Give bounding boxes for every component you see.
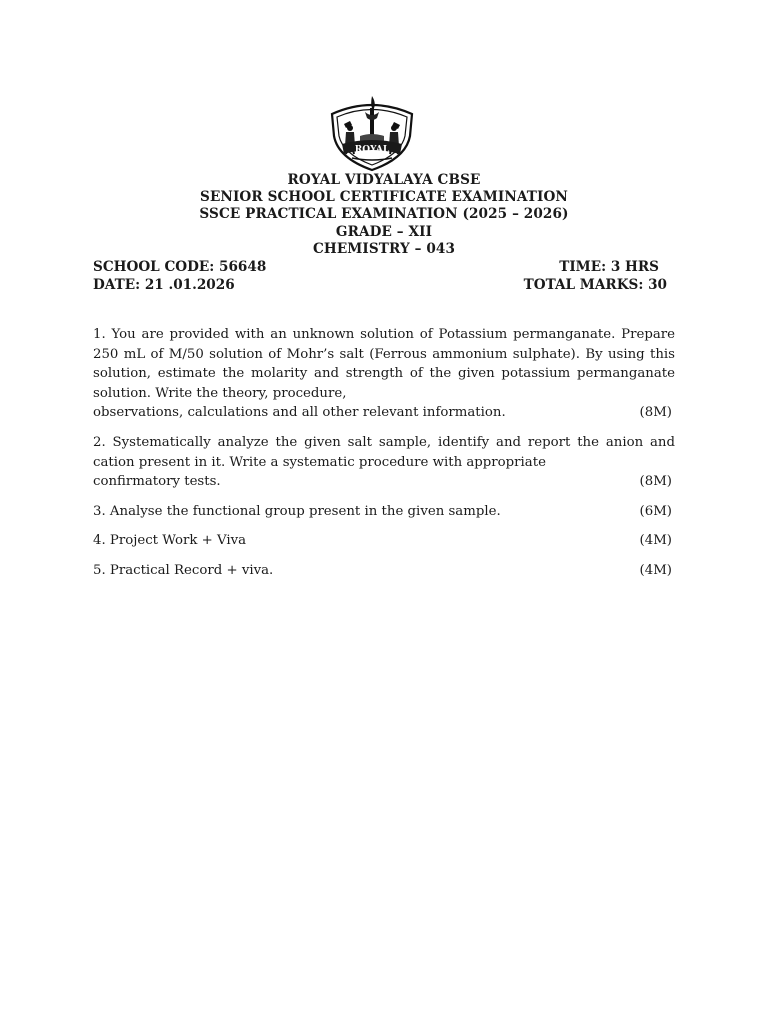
exam-header	[0, 172, 768, 258]
question-last-line	[93, 531, 675, 551]
question-item	[93, 433, 675, 492]
school-logo	[322, 92, 422, 172]
exam-board-title: SENIOR SCHOOL CERTIFICATE EXAMINATION	[200, 189, 568, 206]
question-text: 3. Analyse the functional group present in the given sample.	[93, 503, 501, 519]
question-marks: (8M)	[639, 474, 672, 490]
question-last-line	[93, 472, 675, 492]
question-item	[93, 531, 675, 551]
school-name: ROYAL VIDYALAYA CBSE	[287, 172, 481, 188]
logo-text: ROYAL	[354, 145, 390, 155]
question-list	[93, 325, 675, 591]
question-marks: (4M)	[639, 533, 672, 549]
question-item	[93, 502, 675, 522]
question-text: 5. Practical Record + viva.	[93, 562, 274, 578]
grade-title: GRADE – XII	[335, 223, 433, 240]
subject-title: CHEMISTRY – 043	[312, 240, 456, 257]
meta-row-2	[93, 276, 667, 294]
question-text: 2. Systematically analyze the given salt sample, identify and report the anion and cation present in it. Write a systematic procedure with appropriate	[93, 434, 675, 470]
question-text: 1. You are provided with an unknown solution of Potassium permanganate. Prepare 250 mL of M/50 solution of Mohr’s salt (Ferrous ammonium sulphate). By using this solution, estimate the molarity and strength of the given potassium permanganate solution. Write the theory, procedure,	[93, 327, 675, 401]
question-text: 4. Project Work + Viva	[93, 533, 247, 549]
question-last-line	[93, 561, 675, 581]
meta-row-1	[93, 258, 667, 276]
school-code: SCHOOL CODE: 56648	[93, 259, 267, 275]
exam-time: TIME: 3 HRS	[559, 259, 659, 275]
question-text-end: observations, calculations and all other relevant information.	[93, 405, 506, 421]
question-last-line	[93, 403, 675, 423]
question-text-end: confirmatory tests.	[93, 474, 221, 490]
royal-vidyalaya-crest-icon	[322, 92, 422, 172]
exam-meta	[93, 258, 667, 294]
question-last-line	[93, 502, 675, 522]
exam-session-title: SSCE PRACTICAL EXAMINATION (2025 – 2026)	[199, 206, 569, 223]
exam-date: DATE: 21 .01.2026	[93, 277, 235, 293]
question-item	[93, 561, 675, 581]
question-marks: (8M)	[639, 405, 672, 421]
question-item	[93, 325, 675, 423]
question-marks: (4M)	[639, 562, 672, 578]
total-marks: TOTAL MARKS: 30	[523, 277, 667, 293]
question-marks: (6M)	[639, 503, 672, 519]
